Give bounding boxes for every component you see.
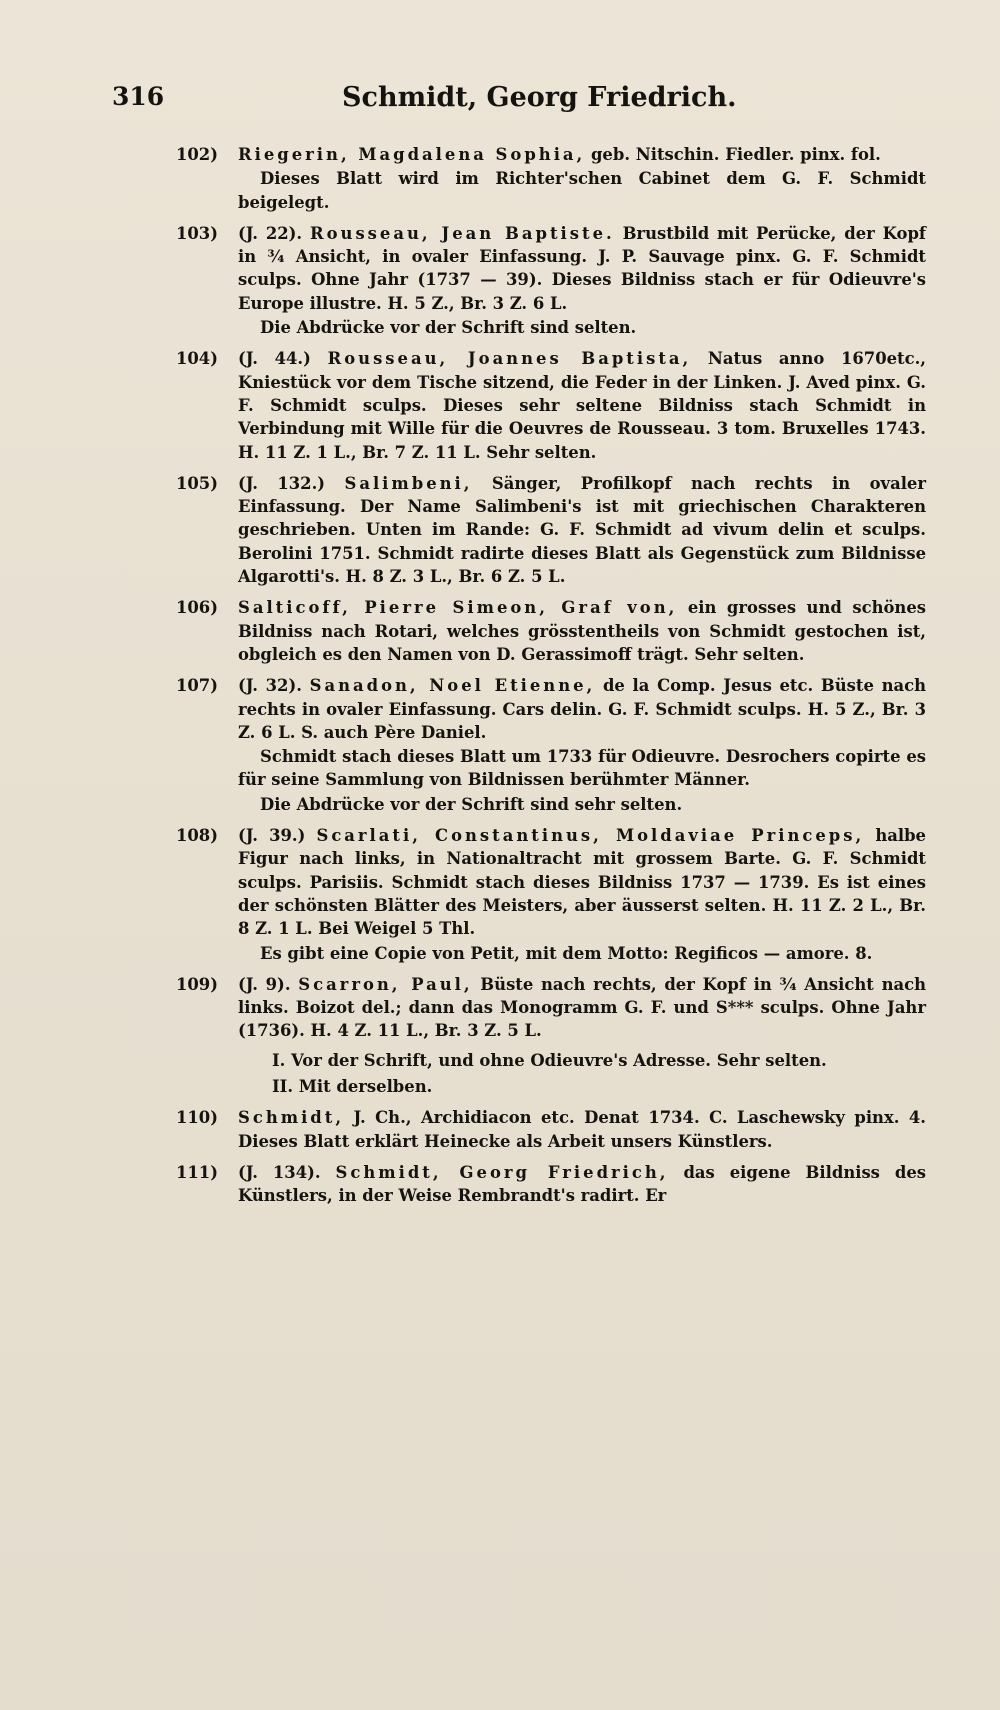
entry-sitter-name: Salimbeni, [344,473,473,493]
entry-sitter-name: Scarlati, Constantinus, Moldaviae Princeps, [316,826,865,846]
entry-sitter-name: Scarron, Paul, [298,974,473,994]
entry-description: Natus anno 1670etc., Kniestück vor dem Tische sitzend, die Feder in der Linken. J. Aved pinx. G. F. Schmidt sculps. Dieses sehr seltene Bildniss stach Schmidt in Verbindung mit Wille für die Oeuvres de Rousseau. 3 tom. Bruxelles 1743. H. 11 Z. 1 L., Br. 7 Z. 11 L. Sehr selten. [238,349,926,462]
entry-reference: (J. 44.) [238,349,328,369]
catalog-entry-102 [176,143,926,214]
entry-sitter-name: Schmidt, [238,1108,345,1128]
entry-note: Die Abdrücke vor der Schrift sind sehr selten. [260,794,683,814]
state-item: I. Vor der Schrift, und ohne Odieuvre's Adresse. Sehr selten. [272,1050,827,1070]
entry-number: 102) [176,145,218,164]
catalog-entry-104 [176,347,926,463]
entry-number: 108) [176,826,218,846]
entry-number: 104) [176,349,218,369]
entry-number: 105) [176,473,218,493]
entry-number: 107) [176,676,218,696]
entry-sitter-name: Schmidt, Georg Friedrich, [335,1162,669,1182]
running-title: Schmidt, Georg Friedrich. [342,82,737,113]
entry-sitter-name: Sanadon, Noel Etienne, [309,676,596,696]
entry-reference: (J. 9). [238,974,299,994]
entry-number: 103) [176,223,218,243]
entry-note: Dieses Blatt wird im Richter'schen Cabinet dem G. F. Schmidt beigelegt. [238,169,926,212]
catalog-entry-111 [176,1161,926,1208]
entry-number: 109) [176,974,218,994]
entry-description: Büste nach rechts, der Kopf in ¾ Ansicht nach links. Boizot del.; dann das Monogramm G. F. und S*** sculps. Ohne Jahr (1736). H. 4 Z. 11 L., Br. 3 Z. 5 L. [238,974,927,1041]
entry-reference: (J. 39.) [238,826,317,846]
entry-reference: (J. 22). [238,223,310,243]
entry-note: Schmidt stach dieses Blatt um 1733 für Odieuvre. Desrochers copirte es für seine Sammlung von Bildnissen berühmter Männer. [238,747,926,790]
entry-description: das eigene Bildniss des Künstlers, in der Weise Rembrandt's radirt. Er [238,1162,926,1206]
entry-description: de la Comp. Jesus etc. Büste nach rechts in ovaler Einfassung. Cars delin. G. F. Schmidt sculps. H. 5 Z., Br. 3 Z. 6 L. S. auch Père Daniel. [238,676,926,742]
catalog-body [176,143,926,1215]
entry-reference: (J. 32). [238,676,310,696]
catalog-entry-107 [176,674,926,816]
entry-description: Sänger, Profilkopf nach rechts in ovaler Einfassung. Der Name Salimbeni's ist mit griechischen Charakteren geschrieben. Unten im Rande: G. F. Schmidt ad vivum delin et sculps. Berolini 1751. Schmidt radirte dieses Blatt als Gegenstück zum Bildnisse Algarotti's. H. 8 Z. 3 L., Br. 6 Z. 5 L. [238,473,926,587]
catalog-entry-106 [176,596,926,666]
catalog-entry-110 [176,1106,926,1153]
entry-number: 111) [176,1162,218,1182]
entry-description: ein grosses und schönes Bildniss nach Rotari, welches grösstentheils von Schmidt gestochen ist, obgleich es den Namen von D. Gerassimoff trägt. Sehr selten. [238,598,926,664]
catalog-entry-109 [176,973,926,1098]
entry-reference: (J. 132.) [238,473,345,493]
entry-description: J. Ch., Archidiacon etc. Denat 1734. C. Laschewsky pinx. 4. Dieses Blatt erklärt Heinecke als Arbeit unsers Künstlers. [238,1108,926,1151]
entry-note: Die Abdrücke vor der Schrift sind selten. [260,318,637,338]
entry-sitter-name: Riegerin, Magdalena Sophia, [238,145,586,164]
catalog-entry-108 [176,824,926,965]
entry-number: 110) [176,1108,218,1128]
entry-description: Brustbild mit Perücke, der Kopf in ¾ Ansicht, in ovaler Einfassung. J. P. Sauvage pinx. G. F. Schmidt sculps. Ohne Jahr (1737 — 39). Dieses Bildniss stach er für Odieuvre's Europe illustre. H. 5 Z., Br. 3 Z. 6 L. [238,223,926,313]
entry-sitter-name: Salticoff, Pierre Simeon, Graf von, [238,598,678,618]
entry-note: Es gibt eine Copie von Petit, mit dem Motto: Regificos — amore. 8. [260,943,873,963]
entry-description: halbe Figur nach links, in Nationaltracht mit grossem Barte. G. F. Schmidt sculps. Parisiis. Schmidt stach dieses Bildniss 1737 — 1739. Es ist eines der schönsten Blätter des Meisters, aber äusserst selten. H. 11 Z. 2 L., Br. 8 Z. 1 L. Bei Weigel 5 Thl. [238,826,926,939]
catalog-entry-105 [176,472,926,588]
entry-sitter-name: Rousseau, Jean Baptiste. [309,223,615,243]
page-header [0,82,1000,122]
page-number: 316 [112,82,165,111]
entry-sitter-name: Rousseau, Joannes Baptista, [327,349,692,369]
entry-reference: (J. 134). [238,1162,336,1182]
state-item: II. Mit derselben. [272,1076,433,1096]
catalog-entry-103 [176,222,926,339]
entry-number: 106) [176,598,218,618]
state-list [238,1049,926,1099]
entry-description: geb. Nitschin. Fiedler. pinx. fol. [585,145,881,164]
